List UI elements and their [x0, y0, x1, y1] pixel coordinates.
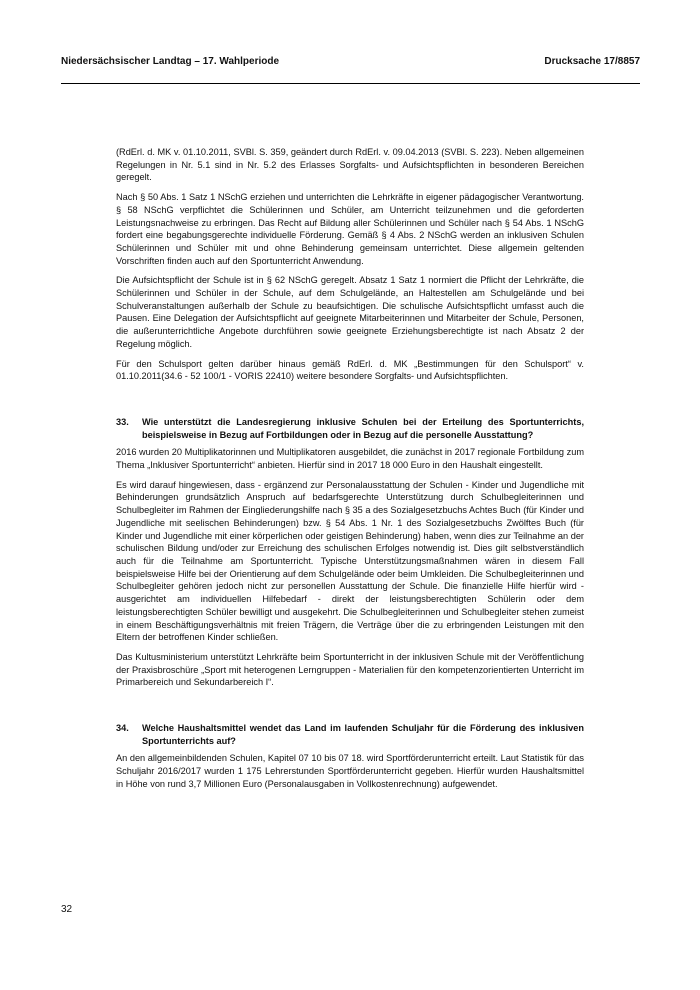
question-text: Welche Haushaltsmittel wendet das Land im laufenden Schuljahr für die Förderung des inklusiven Sportunterrichts auf? [142, 723, 584, 746]
question-34 [116, 722, 584, 747]
intro-paragraph: (RdErl. d. MK v. 01.10.2011, SVBl. S. 359, geändert durch RdErl. v. 09.04.2013 (SVBl. S. 223). Neben allgemeinen Regelungen in Nr. 5.1 sind in Nr. 5.2 des Erlasses Sorgfalts- und Aufsichtspflichten in besonderen Bereichen geregelt. [116, 147, 584, 183]
question-text: Wie unterstützt die Landesregierung inklusive Schulen bei der Erteilung des Sportunterrichts, beispielsweise in Bezug auf Fortbildungen oder in Bezug auf die personelle Ausstattung? [142, 416, 584, 440]
header-divider [61, 83, 640, 84]
question-number: 34. [116, 723, 129, 734]
document-body [116, 146, 584, 798]
question-33 [116, 416, 584, 441]
header-parliament-title: Niedersächsischer Landtag – 17. Wahlperiode [61, 56, 280, 67]
answer-paragraph: Das Kultusministerium unterstützt Lehrkräfte beim Sportunterricht in der inklusiven Schule mit der Veröffentlichung der Praxisbroschüre „Sport mit heterogenen Lerngruppen - Materialien für den kompetenzorientierten Unterricht im Primarbereich und Sekundarbereich I“. [116, 651, 584, 688]
answer-paragraph: 2016 wurden 20 Multiplikatorinnen und Multiplikatoren ausgebildet, die zunächst in 2017 regionale Fortbildung zum Thema „Inklusiver Sportunterricht“ anbieten. Hierfür sind in 2017 18 000 Euro in den Haushalt eingestellt. [116, 447, 584, 471]
page-number: 32 [61, 904, 73, 915]
header-document-number: Drucksache 17/8857 [544, 56, 640, 67]
question-number: 33. [116, 416, 129, 427]
intro-paragraph: Nach § 50 Abs. 1 Satz 1 NSchG erziehen und unterrichten die Lehrkräfte in eigener pädagogischer Verantwortung. § 58 NSchG verpflichtet die Schülerinnen und Schüler, am Unterricht teilzunehmen und die geforderten Leistungsnachweise zu erbringen. Das Recht auf Bildung aller Schülerinnen und Schüler nach § 54 Abs. 1 NSchG fordert eine begabungsgerechte individuelle Förderung. Gemäß § 4 Abs. 2 NSchG werden an inklusiven Schulen Schülerinnen und Schüler mit und ohne Behinderung gemeinsam unterrichtet. Diese allgemein geltenden Vorschriften finden auch auf den Sportunterricht Anwendung. [116, 192, 584, 266]
intro-paragraph: Die Aufsichtspflicht der Schule ist in § 62 NSchG geregelt. Absatz 1 Satz 1 normiert die Pflicht der Lehrkräfte, die Schülerinnen und Schüler in der Schule, auf dem Schulgelände, an Haltestellen am Schulgelände und bei Schulveranstaltungen außerhalb der Schule zu beaufsichtigen. Die schulische Aufsichtspflicht umfasst auch die Pausen. Eine Delegation der Aufsichtspflicht auf geeignete Mitarbeiterinnen und Mitarbeiter der Schule, Personen, die außerunterrichtliche Angebote durchführen sowie geeignete Erziehungsberechtigte ist nach Absatz 2 der Regelung möglich. [116, 275, 584, 349]
intro-paragraph: Für den Schulsport gelten darüber hinaus gemäß RdErl. d. MK „Bestimmungen für den Schulsport“ v. 01.10.2011(34.6 - 52 100/1 - VORIS 22410) weitere besondere Sorgfalts- und Aufsichtspflichten. [116, 358, 584, 382]
answer-paragraph: Es wird darauf hingewiesen, dass - ergänzend zur Personalausstattung der Schulen - Kinder und Jugendliche mit Behinderungen grundsätzlich Anspruch auf bedarfsgerechte Unterstützung durch Schulbegleiterinnen und Schulbegleiter im Rahmen der Eingliederungshilfe nach § 35 a des Sozialgesetzbuchs Achtes Buch (für Kinder und Jugendliche mit seelischen Behinderungen) bzw. § 54 Abs. 1 Nr. 1 des Sozialgesetzbuchs Zwölftes Buch (für Kinder und Jugendliche mit einer körperlichen oder geistigen Behinderung) haben, wenn dies zur Teilnahme an der schulischen Bildung und/oder zur Erreichung des schulischen Erfolges notwendig ist. Dies gilt selbstverständlich auch für die Teilnahme am Sportunterricht. Typische Unterstützungsmaßnahmen wären in diesem Fall beispielsweise Hilfe bei der Orientierung auf dem Schulgelände oder beim Umkleiden. Die Schulbegleiterinnen und Schulbegleiter gehören jedoch nicht zur personellen Ausstattung der Schule. Die finanzielle Hilfe hierfür wird - ausgerichtet am individuellen Hilfebedarf - direkt der leistungsberechtigten Schülerin oder dem leistungsberechtigten Schüler bewilligt und ausgekehrt. Die Schulbegleiterinnen und Schulbegleiter stehen zumeist in einem Beschäftigungsverhältnis mit freien Trägern, die Verträge über die zu erbringenden Leistungen mit den Eltern der betroffenen Kinder schließen. [116, 479, 584, 643]
answer-paragraph: An den allgemeinbildenden Schulen, Kapitel 07 10 bis 07 18. wird Sportförderunterricht erteilt. Laut Statistik für das Schuljahr 2016/2017 wurden 1 175 Lehrerstunden Sportförderunterricht gegeben. Hierfür wurden Haushaltsmittel in Höhe von rund 3,7 Millionen Euro (Personalausgaben in Vollkostenrechnung) aufgewendet. [116, 753, 584, 789]
